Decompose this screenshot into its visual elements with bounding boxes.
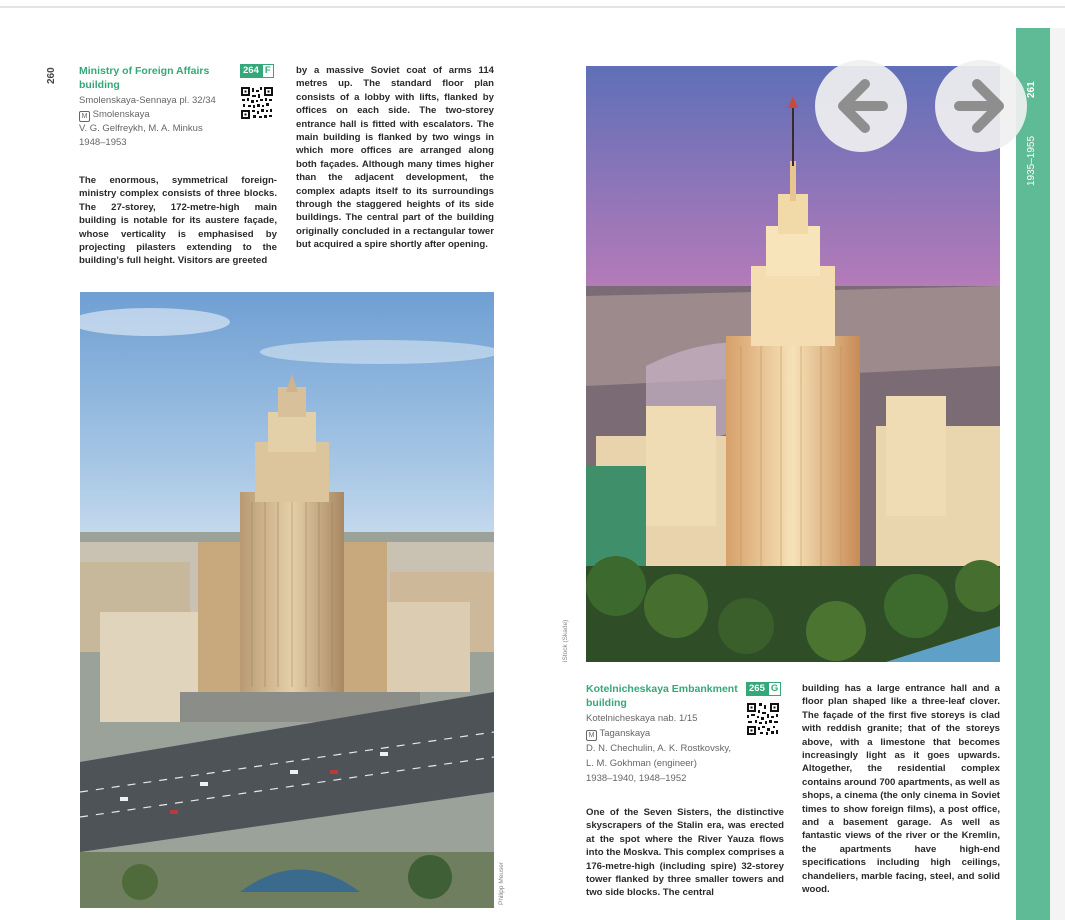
photo-ministry-building <box>80 292 494 908</box>
top-divider <box>0 6 1065 8</box>
architects-kotelnicheskaya-2: L. M. Gokhman (engineer) <box>586 758 697 769</box>
metro-icon: M <box>79 111 90 122</box>
page-number-right: 261 <box>1026 81 1037 98</box>
metro-station-ministry: Smolenskaya <box>92 109 150 120</box>
page-number-left: 260 <box>46 67 57 84</box>
previous-page-button[interactable] <box>815 60 907 152</box>
photo-credit-right: iStock (Skade) <box>562 619 569 662</box>
metro-ministry <box>79 108 150 122</box>
badge-letter: G <box>768 682 781 696</box>
metro-icon: M <box>586 730 597 741</box>
architects-ministry: V. G. Gelfreykh, M. A. Minkus <box>79 123 203 134</box>
body-text-ministry-col1: The enormous, symmetrical foreign-ministry complex consists of three blocks. The 27-storey, 172-metre-high main building is notable for its austere façade, whose verticality is emphasised by projecting pilasters extending to the building’s full height. Visitors are greeted <box>79 175 277 267</box>
arrow-left-icon <box>831 76 891 136</box>
badge-number: 265 <box>746 682 768 696</box>
body-text-kotelnicheskaya-col1: One of the Seven Sisters, the distinctive skyscrapers of the Stalin era, was erected at the spot where the River Yauza flows into the Moskva. This complex comprises a 176-metre-high (including spire) 32-storey tower flanked by three smaller towers and two side blocks. The central <box>586 807 784 899</box>
badge-letter: F <box>262 64 274 78</box>
chapter-era: 1935–1955 <box>1026 135 1037 186</box>
next-page-button[interactable] <box>935 60 1027 152</box>
entry-badge-ministry <box>240 64 274 78</box>
qr-code-icon[interactable] <box>240 86 274 120</box>
body-text-ministry-col2: by a massive Soviet coat of arms 114 metres up. The standard floor plan consists of a lobby with lifts, flanked by offices on each side. The two-storey entrance hall is fitted with escalators. The main building is flanked by two wings in which more offices are arranged along both façades. Although many times higher than the adjacent development, the complex adapts itself to its surroundings through the staggered heights of its side buildings. The central part of the building originally concluded in a rectangular tower but acquired a spire shortly after opening. <box>296 65 494 251</box>
years-kotelnicheskaya: 1938–1940, 1948–1952 <box>586 773 687 784</box>
page-edge <box>1050 28 1065 920</box>
arrow-right-icon <box>951 76 1011 136</box>
entry-badge-kotelnicheskaya <box>746 682 781 696</box>
address-kotelnicheskaya: Kotelnicheskaya nab. 1/15 <box>586 713 698 724</box>
years-ministry: 1948–1953 <box>79 137 127 148</box>
metro-station-kotelnicheskaya: Taganskaya <box>599 728 651 739</box>
photo-credit-left: Philipp Meuser <box>498 862 505 905</box>
entry-title-ministry: Ministry of Foreign Affairs building <box>79 65 210 91</box>
body-text-kotelnicheskaya-col2: building has a large entrance hall and a floor plan shaped like a three-leaf clover. The façade of the first five storeys is clad with reddish granite; that of the storeys above, with a limestone that becomes increasingly light as it goes upwards. Altogether, the residential complex contains around 700 apartments, as well as shops, a cinema (the only cinema in Soviet times to show foreign films), a post office, and a basement garage. As well as fantastic views of the river or the Kremlin, the apartments have high-end specifications including high ceilings, chandeliers, marble facing, steel, and solid wood. <box>802 683 1000 896</box>
metro-kotelnicheskaya <box>586 727 650 741</box>
chapter-tab <box>1016 28 1050 920</box>
badge-number: 264 <box>240 64 262 78</box>
photo-kotelnicheskaya-building <box>586 66 1000 662</box>
entry-title-kotelnicheskaya: Kotelnicheskaya Embankment building <box>586 683 738 709</box>
architects-kotelnicheskaya-1: D. N. Chechulin, A. K. Rostkovsky, <box>586 743 732 754</box>
address-ministry: Smolenskaya-Sennaya pl. 32/34 <box>79 95 216 106</box>
qr-code-icon[interactable] <box>746 702 780 736</box>
